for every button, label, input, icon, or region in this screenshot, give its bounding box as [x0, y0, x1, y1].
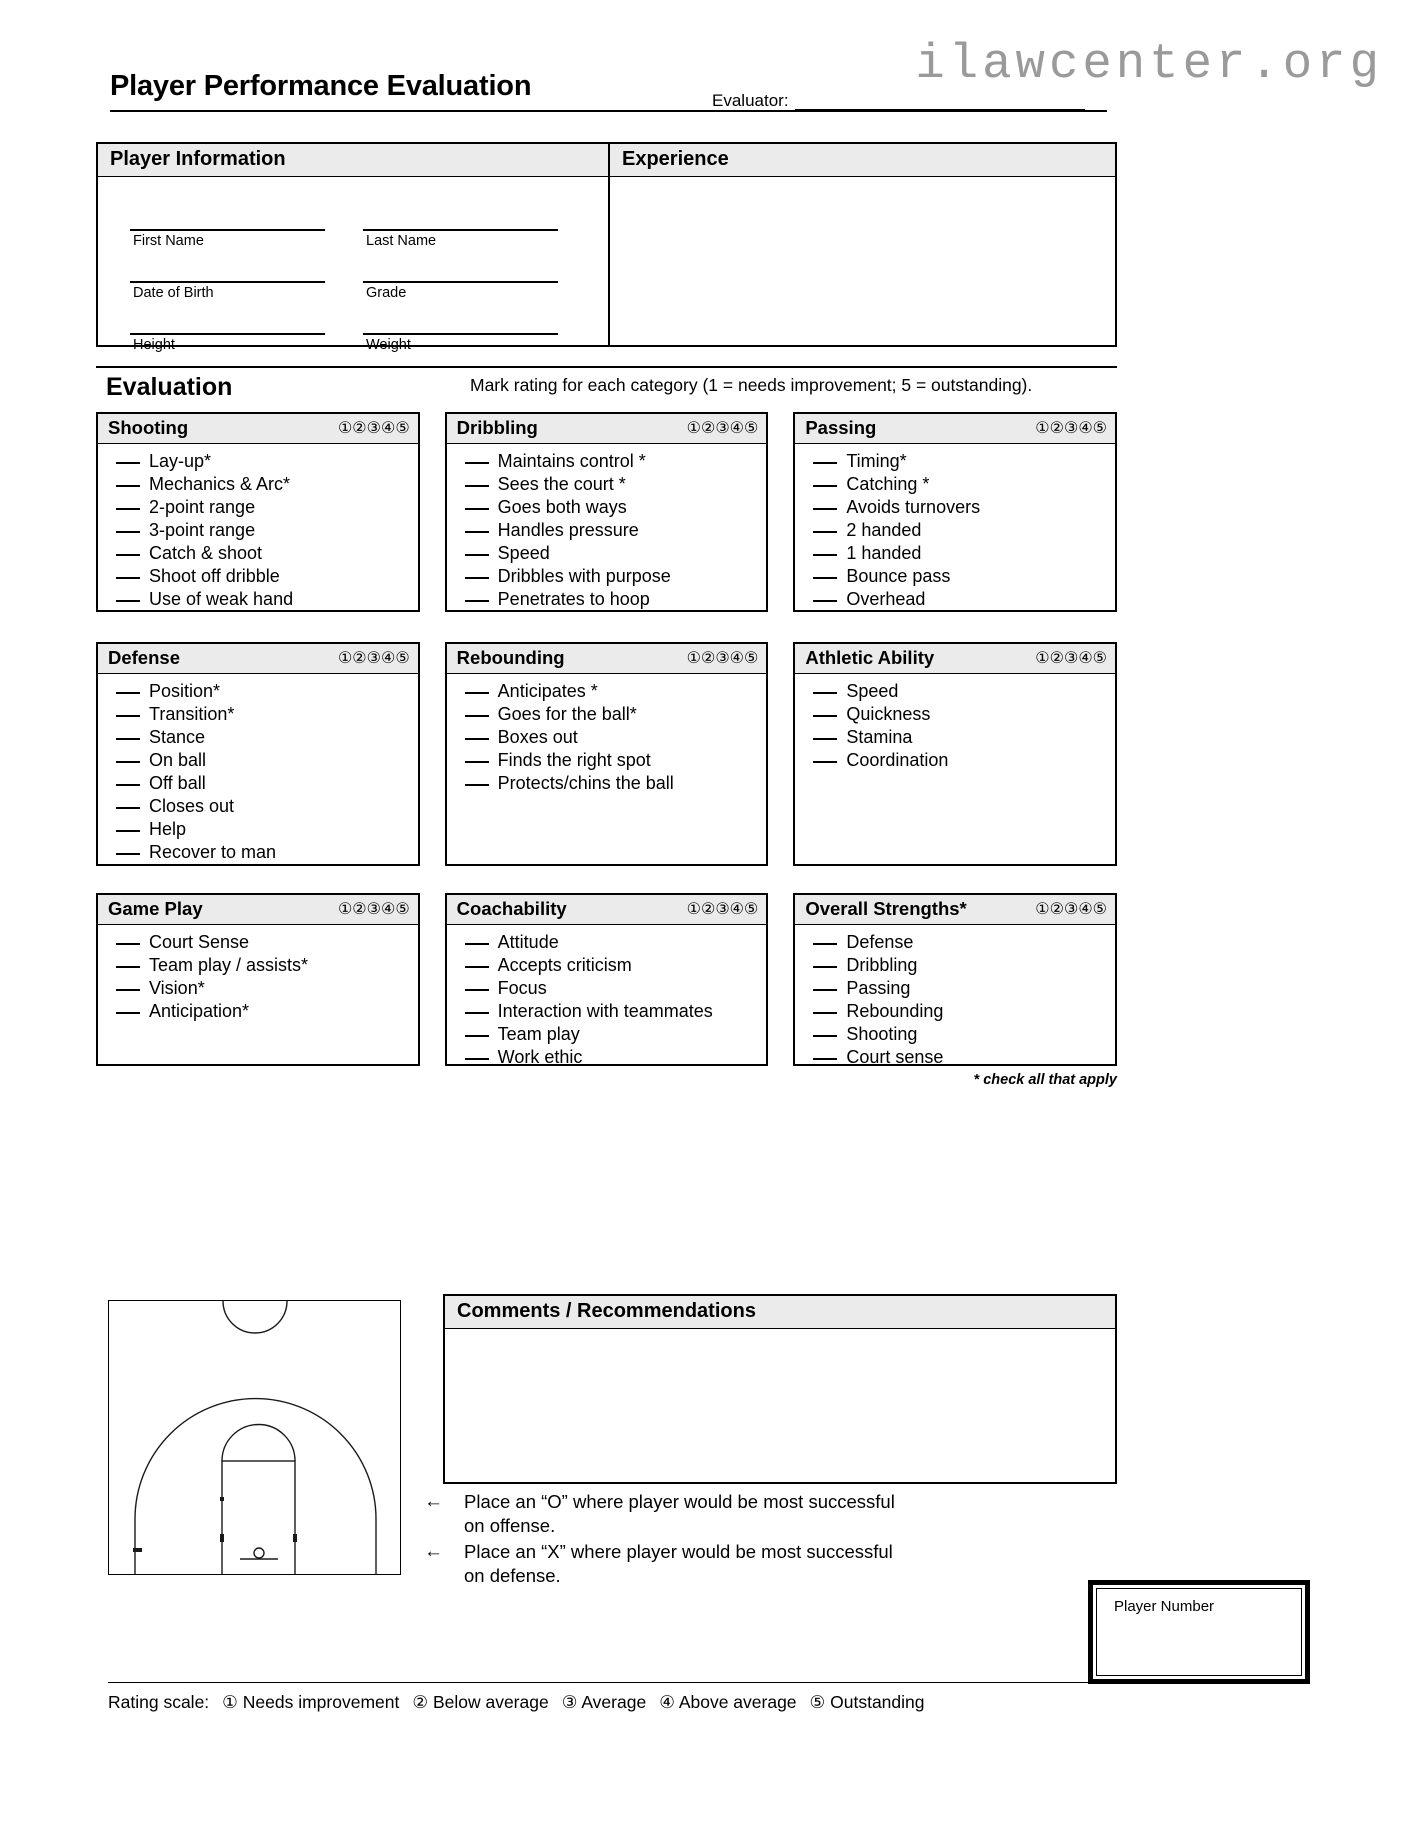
category-header-shooting: [98, 414, 418, 444]
instruction-defense-line2: on defense.: [464, 1565, 561, 1587]
category-title: Defense: [108, 647, 180, 668]
rating-item-label: Passing: [846, 978, 911, 999]
rating-blank[interactable]: [813, 554, 837, 556]
rating-item[interactable]: [795, 542, 1115, 565]
category-items-defense: [98, 674, 418, 872]
rating-item-label: On ball: [149, 750, 207, 771]
player-info-and-experience: [96, 142, 1117, 353]
rating-item[interactable]: [447, 565, 767, 588]
check-all-that-apply-note: * check all that apply: [973, 1072, 1117, 1088]
evaluator-input-line[interactable]: [795, 93, 1085, 111]
experience-panel: [610, 144, 1115, 345]
rating-item-label: Rebounding: [846, 1001, 944, 1022]
rating-blank[interactable]: [813, 943, 837, 945]
rating-item-label: Lay-up*: [149, 451, 212, 471]
rating-scale-label-3: Average: [581, 1692, 647, 1712]
grade-label: Grade: [366, 285, 407, 301]
rating-item[interactable]: [795, 588, 1115, 611]
rating-item[interactable]: [795, 931, 1115, 954]
rating-item-label: Team play / assists*: [149, 955, 309, 976]
rating-item[interactable]: [447, 473, 767, 496]
rating-item-label: 3-point range: [149, 520, 256, 541]
rating-blank[interactable]: [116, 738, 140, 740]
rating-blank[interactable]: [465, 966, 489, 968]
rating-item[interactable]: [447, 450, 767, 473]
player-number-label: Player Number: [1114, 1598, 1215, 1615]
rating-scale-glyphs[interactable]: ①②③④⑤: [686, 650, 759, 667]
rating-scale-glyphs[interactable]: ①②③④⑤: [1035, 901, 1108, 918]
category-header-overall-strengths: [795, 895, 1115, 925]
rating-blank[interactable]: [465, 943, 489, 945]
category-title: Rebounding: [456, 647, 565, 668]
rating-item-label: Dribbles with purpose: [497, 566, 671, 587]
rating-item[interactable]: [98, 703, 418, 726]
rating-blank[interactable]: [813, 508, 837, 510]
rating-scale-prefix: Rating scale:: [108, 1692, 210, 1712]
weight-label: Weight: [366, 337, 411, 353]
rating-item-label: Penetrates to hoop: [497, 589, 650, 610]
category-items-passing: [795, 444, 1115, 619]
rating-item-label: Finds the right spot: [497, 750, 651, 771]
rating-item[interactable]: [447, 749, 767, 772]
rating-blank[interactable]: [465, 577, 489, 579]
rating-blank[interactable]: [465, 462, 489, 464]
evaluator-label: Evaluator:: [712, 91, 789, 110]
rating-item-label: 2-point range: [149, 497, 256, 518]
height-label: Height: [133, 337, 175, 353]
rating-item-label: Goes for the ball*: [497, 704, 637, 725]
rating-item[interactable]: [795, 496, 1115, 519]
rating-item-label: Work ethic: [497, 1047, 583, 1068]
evaluation-category-grid: [96, 412, 1117, 1088]
evaluation-section-title: Evaluation: [106, 373, 233, 401]
instruction-defense: [424, 1540, 984, 1587]
rating-blank[interactable]: [116, 1012, 140, 1014]
rating-item-label: Defense: [846, 932, 914, 952]
rating-item[interactable]: [98, 726, 418, 749]
rating-item[interactable]: [98, 931, 418, 954]
rating-item-label: Position*: [149, 681, 221, 701]
instruction-offense-text: [464, 1490, 895, 1537]
category-header-dribbling: [447, 414, 767, 444]
rating-item-label: Bounce pass: [846, 566, 951, 587]
rating-blank[interactable]: [116, 485, 140, 487]
rating-scale-label-1: Needs improvement: [242, 1692, 400, 1712]
date-of-birth-label: Date of Birth: [133, 285, 214, 301]
rating-item[interactable]: [447, 931, 767, 954]
comments-heading: Comments / Recommendations: [445, 1296, 1115, 1329]
rating-blank[interactable]: [116, 715, 140, 717]
instruction-defense-text: [464, 1540, 893, 1587]
rating-item-label: Court sense: [846, 1047, 944, 1068]
rating-blank[interactable]: [813, 715, 837, 717]
instruction-offense-line1: Place an “O” where player would be most successful: [464, 1491, 895, 1512]
court-marking-instructions: [424, 1490, 984, 1591]
rating-item[interactable]: [98, 841, 418, 864]
field-height[interactable]: [130, 333, 325, 353]
rating-item[interactable]: [447, 519, 767, 542]
footer-divider: [108, 1682, 1112, 1683]
rating-blank[interactable]: [116, 784, 140, 786]
experience-textarea[interactable]: [610, 177, 1115, 345]
rating-item-label: Use of weak hand: [149, 589, 294, 610]
evaluation-divider: [96, 366, 1117, 368]
rating-item[interactable]: [447, 772, 767, 795]
player-number-box[interactable]: [1088, 1580, 1310, 1684]
rating-item-label: Avoids turnovers: [846, 497, 981, 518]
rating-blank[interactable]: [116, 531, 140, 533]
rating-item[interactable]: [795, 473, 1115, 496]
rating-item[interactable]: [447, 1046, 767, 1069]
rating-item-label: Boxes out: [497, 727, 578, 748]
rating-item[interactable]: [795, 680, 1115, 703]
rating-blank[interactable]: [465, 554, 489, 556]
rating-scale-glyph-3: ③: [561, 1692, 578, 1712]
last-name-label: Last Name: [366, 233, 437, 249]
page-header: [0, 0, 1411, 130]
first-name-label: First Name: [133, 233, 204, 249]
category-title: Passing: [805, 417, 877, 438]
category-box-overall-strengths: [793, 893, 1117, 1066]
rating-item[interactable]: [98, 749, 418, 772]
rating-item[interactable]: [795, 749, 1115, 772]
rating-item-label: Off ball: [149, 773, 206, 794]
rating-item[interactable]: [98, 818, 418, 841]
rating-item-label: 2 handed: [846, 520, 922, 541]
rating-item[interactable]: [447, 1023, 767, 1046]
court-svg[interactable]: [109, 1301, 401, 1575]
rating-item-label: Stance: [149, 727, 206, 748]
rating-blank[interactable]: [116, 508, 140, 510]
rating-item-label: Vision*: [149, 978, 205, 999]
comments-panel: [443, 1294, 1117, 1484]
rating-item[interactable]: [98, 954, 418, 977]
rating-scale-glyphs[interactable]: ①②③④⑤: [1035, 650, 1108, 667]
rating-item[interactable]: [795, 703, 1115, 726]
category-box-athletic-ability: [793, 642, 1117, 866]
category-row-3: [96, 893, 1117, 1088]
rating-blank[interactable]: [465, 784, 489, 786]
rating-item-label: Anticipates *: [497, 681, 598, 701]
rating-scale-glyph-2: ②: [412, 1692, 429, 1712]
rating-item[interactable]: [98, 795, 418, 818]
rating-item-label: Shoot off dribble: [149, 566, 280, 587]
rating-item-label: Mechanics & Arc*: [149, 474, 291, 495]
rating-blank[interactable]: [813, 577, 837, 579]
category-box-coachability: [445, 893, 769, 1066]
rating-item[interactable]: [447, 977, 767, 1000]
rating-item-label: Goes both ways: [497, 497, 627, 518]
category-title: Game Play: [108, 898, 203, 919]
rating-item[interactable]: [795, 954, 1115, 977]
rating-item[interactable]: [795, 1000, 1115, 1023]
rating-item[interactable]: [795, 450, 1115, 473]
category-box-defense: [96, 642, 420, 866]
rating-item[interactable]: [98, 588, 418, 611]
rating-item-label: 1 handed: [846, 543, 922, 564]
rating-item[interactable]: [795, 519, 1115, 542]
rating-blank[interactable]: [116, 600, 140, 602]
category-title: Coachability: [456, 898, 567, 919]
rating-item[interactable]: [795, 726, 1115, 749]
field-first-name[interactable]: [130, 229, 325, 249]
category-title: Shooting: [108, 417, 189, 438]
rating-blank[interactable]: [465, 508, 489, 510]
left-arrow-icon: ←: [424, 1541, 443, 1563]
rating-scale-label-4: Above average: [678, 1692, 797, 1712]
rating-blank[interactable]: [465, 1035, 489, 1037]
rating-scale-label-5: Outstanding: [830, 1692, 925, 1712]
rating-item[interactable]: [795, 1046, 1115, 1069]
rating-item-label: Transition*: [149, 704, 235, 725]
rating-item-label: Focus: [497, 978, 547, 999]
rating-blank[interactable]: [813, 989, 837, 991]
rating-item[interactable]: [98, 977, 418, 1000]
rating-item-label: Catch & shoot: [149, 543, 263, 564]
field-weight[interactable]: [363, 333, 558, 353]
category-items-game-play: [98, 925, 418, 1064]
rating-blank[interactable]: [465, 531, 489, 533]
rating-item-label: Interaction with teammates: [497, 1001, 713, 1022]
rating-blank[interactable]: [116, 554, 140, 556]
rating-item-label: Attitude: [497, 932, 559, 952]
player-number-inner[interactable]: [1096, 1588, 1302, 1676]
category-row-1: [96, 412, 1117, 612]
rating-blank[interactable]: [813, 692, 837, 694]
rating-scale-glyphs[interactable]: ①②③④⑤: [337, 420, 410, 437]
rating-blank[interactable]: [813, 738, 837, 740]
rating-item-label: Quickness: [846, 704, 931, 725]
rating-blank[interactable]: [813, 966, 837, 968]
rating-scale-glyph-1: ①: [222, 1692, 238, 1712]
rating-item-label: Catching *: [846, 474, 930, 495]
category-box-game-play: [96, 893, 420, 1066]
instruction-defense-line1: Place an “X” where player would be most successful: [464, 1541, 893, 1563]
rating-item[interactable]: [98, 542, 418, 565]
evaluation-instructions: Mark rating for each category (1 = needs improvement; 5 = outstanding).: [470, 375, 1033, 395]
rating-scale-glyphs[interactable]: ①②③④⑤: [1035, 420, 1108, 437]
rating-blank[interactable]: [813, 600, 837, 602]
experience-heading: Experience: [610, 144, 1115, 177]
rating-scale-glyphs[interactable]: ①②③④⑤: [337, 650, 410, 667]
category-box-passing: [793, 412, 1117, 612]
category-box-rebounding: [445, 642, 769, 866]
category-items-athletic-ability: [795, 674, 1115, 864]
rating-item-label: Accepts criticism: [497, 955, 632, 976]
evaluator-field[interactable]: [712, 91, 1085, 111]
rating-blank[interactable]: [465, 1058, 489, 1060]
rating-item-label: Overhead: [846, 589, 926, 610]
rating-item-label: Stamina: [846, 727, 913, 748]
category-items-shooting: [98, 444, 418, 619]
rating-item-label: Maintains control *: [497, 451, 646, 471]
rating-item-label: Sees the court *: [497, 474, 626, 495]
field-date-of-birth[interactable]: [130, 281, 325, 301]
rating-item-label: Timing*: [846, 451, 907, 471]
field-grade[interactable]: [363, 281, 558, 301]
rating-item-label: Coordination: [846, 750, 949, 771]
instruction-offense-line2: on offense.: [464, 1514, 556, 1536]
category-title: Overall Strengths*: [805, 898, 967, 919]
category-box-shooting: [96, 412, 420, 612]
rating-blank[interactable]: [116, 943, 140, 945]
comments-textarea[interactable]: [445, 1329, 1115, 1515]
rating-item[interactable]: [447, 726, 767, 749]
rating-item-label: Anticipation*: [149, 1001, 250, 1022]
rating-item[interactable]: [447, 703, 767, 726]
rating-item[interactable]: [447, 954, 767, 977]
rating-item-label: Speed: [497, 543, 550, 564]
rating-scale-glyphs[interactable]: ①②③④⑤: [337, 901, 410, 918]
category-header-defense: [98, 644, 418, 674]
rating-blank[interactable]: [116, 807, 140, 809]
rating-item-label: Closes out: [149, 796, 235, 817]
rating-scale-glyph-5: ⑤: [809, 1692, 826, 1712]
category-header-coachability: [447, 895, 767, 925]
rating-item[interactable]: [795, 977, 1115, 1000]
rating-item-label: Help: [149, 819, 187, 840]
instruction-offense: [424, 1490, 984, 1537]
page-title: Player Performance Evaluation: [110, 70, 532, 102]
rating-blank[interactable]: [813, 531, 837, 533]
rating-item[interactable]: [447, 542, 767, 565]
rating-item[interactable]: [98, 496, 418, 519]
rating-blank[interactable]: [116, 853, 140, 855]
rating-item-label: Dribbling: [846, 955, 918, 976]
rating-blank[interactable]: [813, 1058, 837, 1060]
rating-item-label: Court Sense: [149, 932, 250, 952]
rating-blank[interactable]: [813, 485, 837, 487]
category-items-dribbling: [447, 444, 767, 619]
category-header-athletic-ability: [795, 644, 1115, 674]
site-watermark: ilawcenter.org: [915, 36, 1383, 92]
rating-item[interactable]: [98, 1000, 418, 1023]
left-arrow-icon: ←: [424, 1491, 443, 1512]
rating-item[interactable]: [447, 680, 767, 703]
category-items-rebounding: [447, 674, 767, 864]
category-header-rebounding: [447, 644, 767, 674]
rating-item[interactable]: [795, 565, 1115, 588]
player-information-panel: [98, 144, 610, 353]
rating-blank[interactable]: [465, 600, 489, 602]
category-items-coachability: [447, 925, 767, 1077]
rating-item[interactable]: [447, 588, 767, 611]
rating-blank[interactable]: [116, 577, 140, 579]
category-items-overall-strengths: [795, 925, 1115, 1077]
rating-item[interactable]: [447, 496, 767, 519]
rating-blank[interactable]: [116, 966, 140, 968]
rating-item-label: Handles pressure: [497, 520, 639, 541]
rating-blank[interactable]: [116, 761, 140, 763]
rating-blank[interactable]: [116, 692, 140, 694]
rating-blank[interactable]: [813, 462, 837, 464]
rating-blank[interactable]: [116, 989, 140, 991]
rating-blank[interactable]: [465, 989, 489, 991]
category-title: Athletic Ability: [805, 647, 935, 668]
rating-item-label: Protects/chins the ball: [497, 773, 674, 794]
rating-item[interactable]: [98, 772, 418, 795]
rating-item[interactable]: [447, 1000, 767, 1023]
rating-scale-glyphs[interactable]: ①②③④⑤: [686, 420, 759, 437]
category-box-dribbling: [445, 412, 769, 612]
rating-item[interactable]: [98, 519, 418, 542]
rating-blank[interactable]: [465, 715, 489, 717]
rating-blank[interactable]: [465, 1012, 489, 1014]
rating-blank[interactable]: [813, 761, 837, 763]
rating-scale-glyphs[interactable]: ①②③④⑤: [686, 901, 759, 918]
rating-scale-legend: [108, 1692, 925, 1713]
category-header-game-play: [98, 895, 418, 925]
rating-blank[interactable]: [116, 830, 140, 832]
rating-item-label: Team play: [497, 1024, 580, 1045]
rating-item-label: Shooting: [846, 1024, 918, 1045]
category-title: Dribbling: [456, 417, 538, 438]
basketball-half-court-diagram[interactable]: [108, 1300, 401, 1575]
rating-item-label: Recover to man: [149, 842, 277, 863]
rating-item-label: Speed: [846, 681, 899, 701]
rating-item[interactable]: [98, 473, 418, 496]
rating-item[interactable]: [98, 450, 418, 473]
player-information-heading: Player Information: [98, 144, 608, 177]
rating-item[interactable]: [98, 680, 418, 703]
player-information-fields: [98, 177, 608, 353]
rating-blank[interactable]: [813, 1012, 837, 1014]
rating-item[interactable]: [795, 1023, 1115, 1046]
rating-scale-glyph-4: ④: [659, 1692, 675, 1712]
category-header-passing: [795, 414, 1115, 444]
title-divider: [110, 110, 1107, 112]
rating-blank[interactable]: [465, 485, 489, 487]
rating-blank[interactable]: [465, 692, 489, 694]
rating-item[interactable]: [98, 565, 418, 588]
rating-blank[interactable]: [813, 1035, 837, 1037]
field-last-name[interactable]: [363, 229, 558, 249]
rating-blank[interactable]: [465, 738, 489, 740]
rating-blank[interactable]: [465, 761, 489, 763]
rating-scale-label-2: Below average: [432, 1692, 549, 1712]
rating-blank[interactable]: [116, 462, 140, 464]
category-row-2: [96, 642, 1117, 866]
